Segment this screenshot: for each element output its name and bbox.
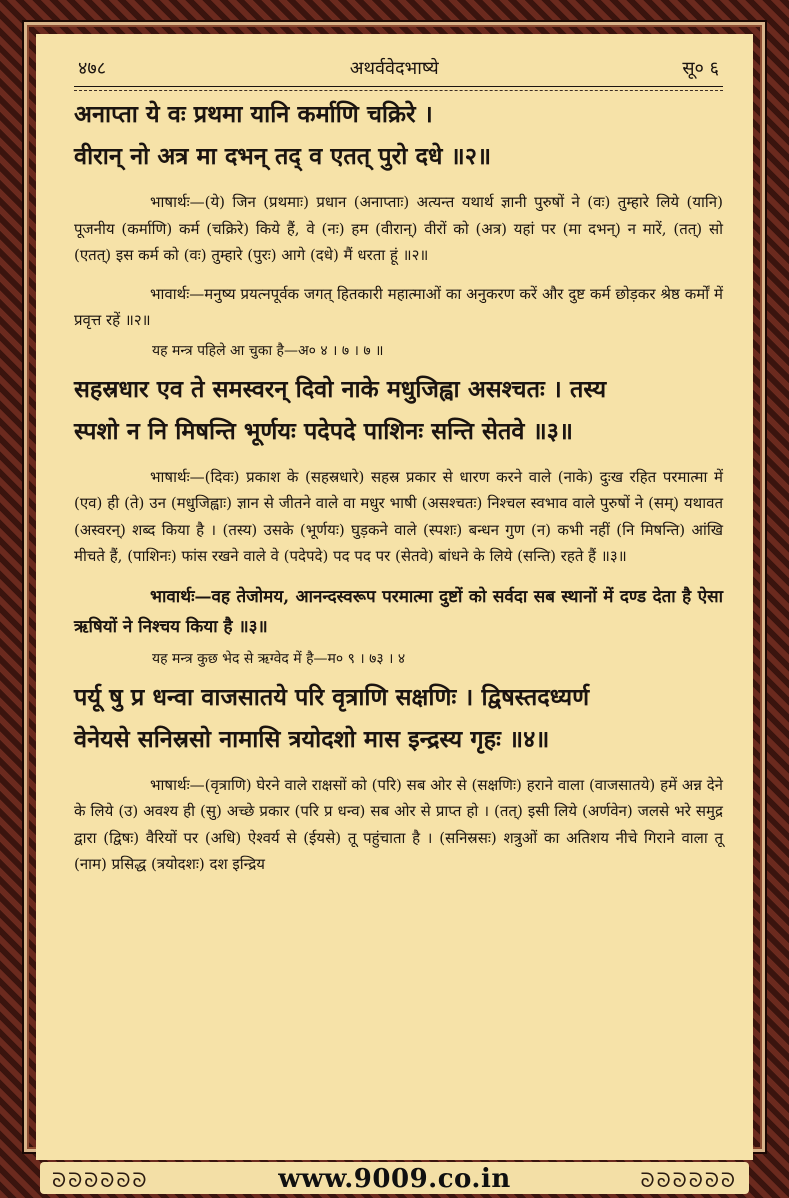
sukta-number: सू० ६ xyxy=(682,58,719,79)
ornament-left: ᘐᘐᘐᘐᘐᘐ xyxy=(52,1168,149,1192)
bhavartha-3: भावार्थः—वह तेजोमय, आनन्दस्वरूप परमात्मा दुष्टों को सर्वदा सब स्थानों में दण्ड देता है ऐसा ऋषियों ने निश्चय किया है ॥३॥ xyxy=(74,586,723,637)
ornament-right: ᘐᘐᘐᘐᘐᘐ xyxy=(640,1168,737,1192)
mantra-line: अनाप्ता ये वः प्रथमा यानि कर्माणि चक्रिरे । xyxy=(74,100,433,128)
book-page xyxy=(36,34,753,1160)
mantra-4 xyxy=(74,676,723,760)
mantra-line: वेनेयसे सनिस्रसो नामासि त्रयोदशो मास इन्द्रस्य गृहः ॥४॥ xyxy=(74,724,550,753)
website-link[interactable]: www.9009.co.in xyxy=(278,1164,511,1194)
reference-3: यह मन्त्र कुछ भेद से ऋग्वेद में है—म० ९ । ७३ । ४ xyxy=(152,650,406,667)
reference-2: यह मन्त्र पहिले आ चुका है—अ० ४ । ७ । ७ ॥ xyxy=(152,342,384,359)
mantra-line: वीरान् नो अत्र मा दभन् तद् व एतत् पुरो दधे ॥२॥ xyxy=(74,142,492,170)
bhashartha-3: भाषार्थः—(दिवः) प्रकाश के (सहस्रधारे) सहस्र प्रकार से धारण करने वाले (नाके) दुःख रहित परमात्मा में (एव) ही (ते) उन (मधुजिह्वाः) ज्ञान से जीतने वाले वा मधुर भाषी (असश्चतः) निश्चल स्वभाव वाले पुरुषों ने (सम्) यथावत (अस्वरन्) शब्द किया है । (तस्य) उसके (भूर्णयः) घुड़कने वाले (स्पशः) बन्धन गुण (न) कभी नहीं (नि मिषन्ति) आंखि मीचते हैं, (पाशिनः) फांस रखने वाले वे (पदेपदे) पद पद पर (सेतवे) बांधने के लिये (सन्ति) रहते हैं ॥३॥ xyxy=(74,467,723,565)
mantra-line: सहस्रधार एव ते समस्वरन् दिवो नाके मधुजिह्वा असश्चतः । तस्य xyxy=(74,374,607,403)
bhashartha-4: भाषार्थः—(वृत्राणि) घेरने वाले राक्षसों को (परि) सब ओर से (सक्षणिः) हराने वाला (वाजसातये) हमें अन्न देने के लिये (उ) अवश्य ही (सु) अच्छे प्रकार (परि प्र धन्व) सब ओर से प्राप्त हो । (तत्) इसी लिये (अर्णवेन) जलसे भरे समुद्र द्वारा (द्विषः) वैरियों पर (अधि) ऐश्वर्य से (ईयसे) तू पहुंचाता है । (सनिस्रसः) शत्रुओं का अतिशय नीचे गिराने वाला तू (नाम) प्रसिद्ध (त्रयोदशः) दश इन्द्रिय xyxy=(74,775,723,873)
mantra-3 xyxy=(74,368,723,452)
mantra-line: स्पशो न नि मिषन्ति भूर्णयः पदेपदे पाशिनः सन्ति सेतवे ॥३॥ xyxy=(74,416,573,445)
mantra-2 xyxy=(74,93,723,177)
header-rule xyxy=(74,86,723,87)
bhashartha-2: भाषार्थः—(ये) जिन (प्रथमाः) प्रधान (अनाप्ताः) अत्यन्त यथार्थ ज्ञानी पुरुषों ने (वः) तुम्हारे लिये (यानि) पूजनीय (कर्माणि) कर्म (चक्रिरे) किये हैं, वे (नः) हम (वीरान्) वीरों को (अत्र) यहां पर (मा दभन्) न मारें, (तत्) सो (एतत्) इस कर्म को (वः) तुम्हारे (पुरः) आगे (दधे) मैं धरता हूं ॥२॥ xyxy=(74,193,723,264)
page-number: ४७८ xyxy=(78,58,107,79)
page-header xyxy=(74,56,723,86)
running-title: अथर्ववेदभाष्ये xyxy=(349,58,439,79)
mantra-line: पर्यू षु प्र धन्वा वाजसातये परि वृत्राणि सक्षणिः । द्विषस्तदध्यर्ण xyxy=(74,682,590,711)
bhavartha-2: भावार्थः—मनुष्य प्रयत्नपूर्वक जगत् हितकारी महात्माओं का अनुकरण करें और दुष्ट कर्म छोड़कर श्रेष्ठ कर्मों में प्रवृत्त रहें ॥२॥ xyxy=(74,284,723,329)
